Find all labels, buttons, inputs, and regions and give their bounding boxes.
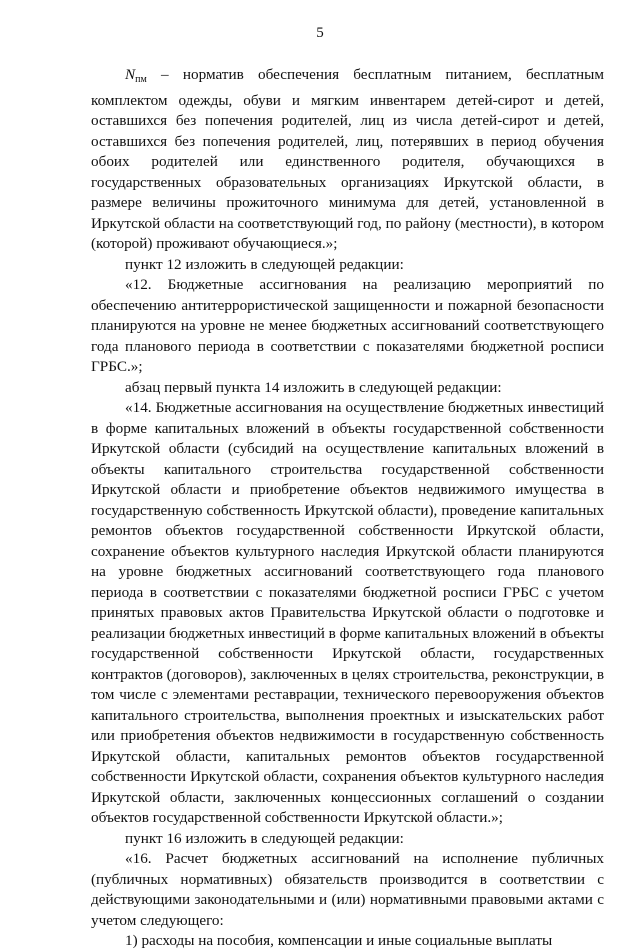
page-number: 5 [316, 25, 324, 41]
paragraph-point-12: «12. Бюджетные ассигнования на реализацию мероприятий по обеспечению антитеррористической защищенности и пожарной безопасности планируются на уровне не менее бюджетных ассигнований соответствующего года планового периода в соответствии с показателями бюджетной росписи ГРБС.»; [91, 276, 604, 375]
formula-variable: N [125, 66, 136, 83]
paragraph-instruction-point-16: пункт 16 изложить в следующей редакции: [125, 829, 404, 847]
paragraph-point-16: «16. Расчет бюджетных ассигнований на исполнение публичных (публичных нормативных) обязательств производится в соответствии с действующими законодательными и (или) нормативными правовыми актами с учетом следующего: [91, 850, 604, 929]
formula-subscript: пм [135, 74, 147, 85]
paragraph-subpoint-1: 1) расходы на пособия, компенсации и иные социальные выплаты [125, 932, 553, 949]
paragraph-instruction-point-12: пункт 12 изложить в следующей редакции: [125, 255, 404, 273]
paragraph-text: – норматив обеспечения бесплатным питанием, бесплатным комплектом одежды, обуви и мягким инвентарем детей-сирот и детей, оставшихся без попечения родителей, лиц из числа детей-сирот и детей, оставшихся без попечения родителей, лиц, потерявших в период обучения обоих родителей или единственного родителя, обучающихся в государственных образовательных организациях Иркутской области, в размере величины прожиточного минимума для детей, установленной в Иркутской области на соответствующий год, по району (местности), в котором (которой) проживают обучающиеся.»; [91, 66, 604, 252]
paragraph-point-14: «14. Бюджетные ассигнования на осуществление бюджетных инвестиций в форме капитальных вложений в объекты государственной собственности Иркутской области (субсидий на осуществление капитальных вложений в объекты капитального строительства государственной собственности Иркутской области и приобретение объектов недвижимого имущества в государственную собственность Иркутской области), проведение капитальных ремонтов объектов государственной собственности Иркутской области, сохранение объектов культурного наследия Иркутской области планируются на уровне бюджетных ассигнований соответствующего года планового периода в соответствии с показателями бюджетной росписи ГРБС с учетом принятых правовых актов Правительства Иркутской области о подготовке и реализации бюджетных инвестиций в форме капитальных вложений в объекты государственной собственности Иркутской области, государственных контрактов (договоров), заключенных в целях строительства, реконструкции, в том числе с элементами реставрации, технического перевооружения объектов капитального строительства, выполнения проектных и изыскательских работ или приобретения объектов недвижимости в государственную собственность Иркутской области, капитальных ремонтов объектов государственной собственности Иркутской области, сохранения объектов культурного наследия Иркутской области, заключенных концессионных соглашений о создании объектов государственной собственности Иркутской области.»; [91, 399, 604, 826]
document-body [91, 65, 604, 952]
paragraph-norm-definition [91, 65, 604, 255]
paragraph-instruction-point-14: абзац первый пункта 14 изложить в следующей редакции: [125, 378, 502, 396]
